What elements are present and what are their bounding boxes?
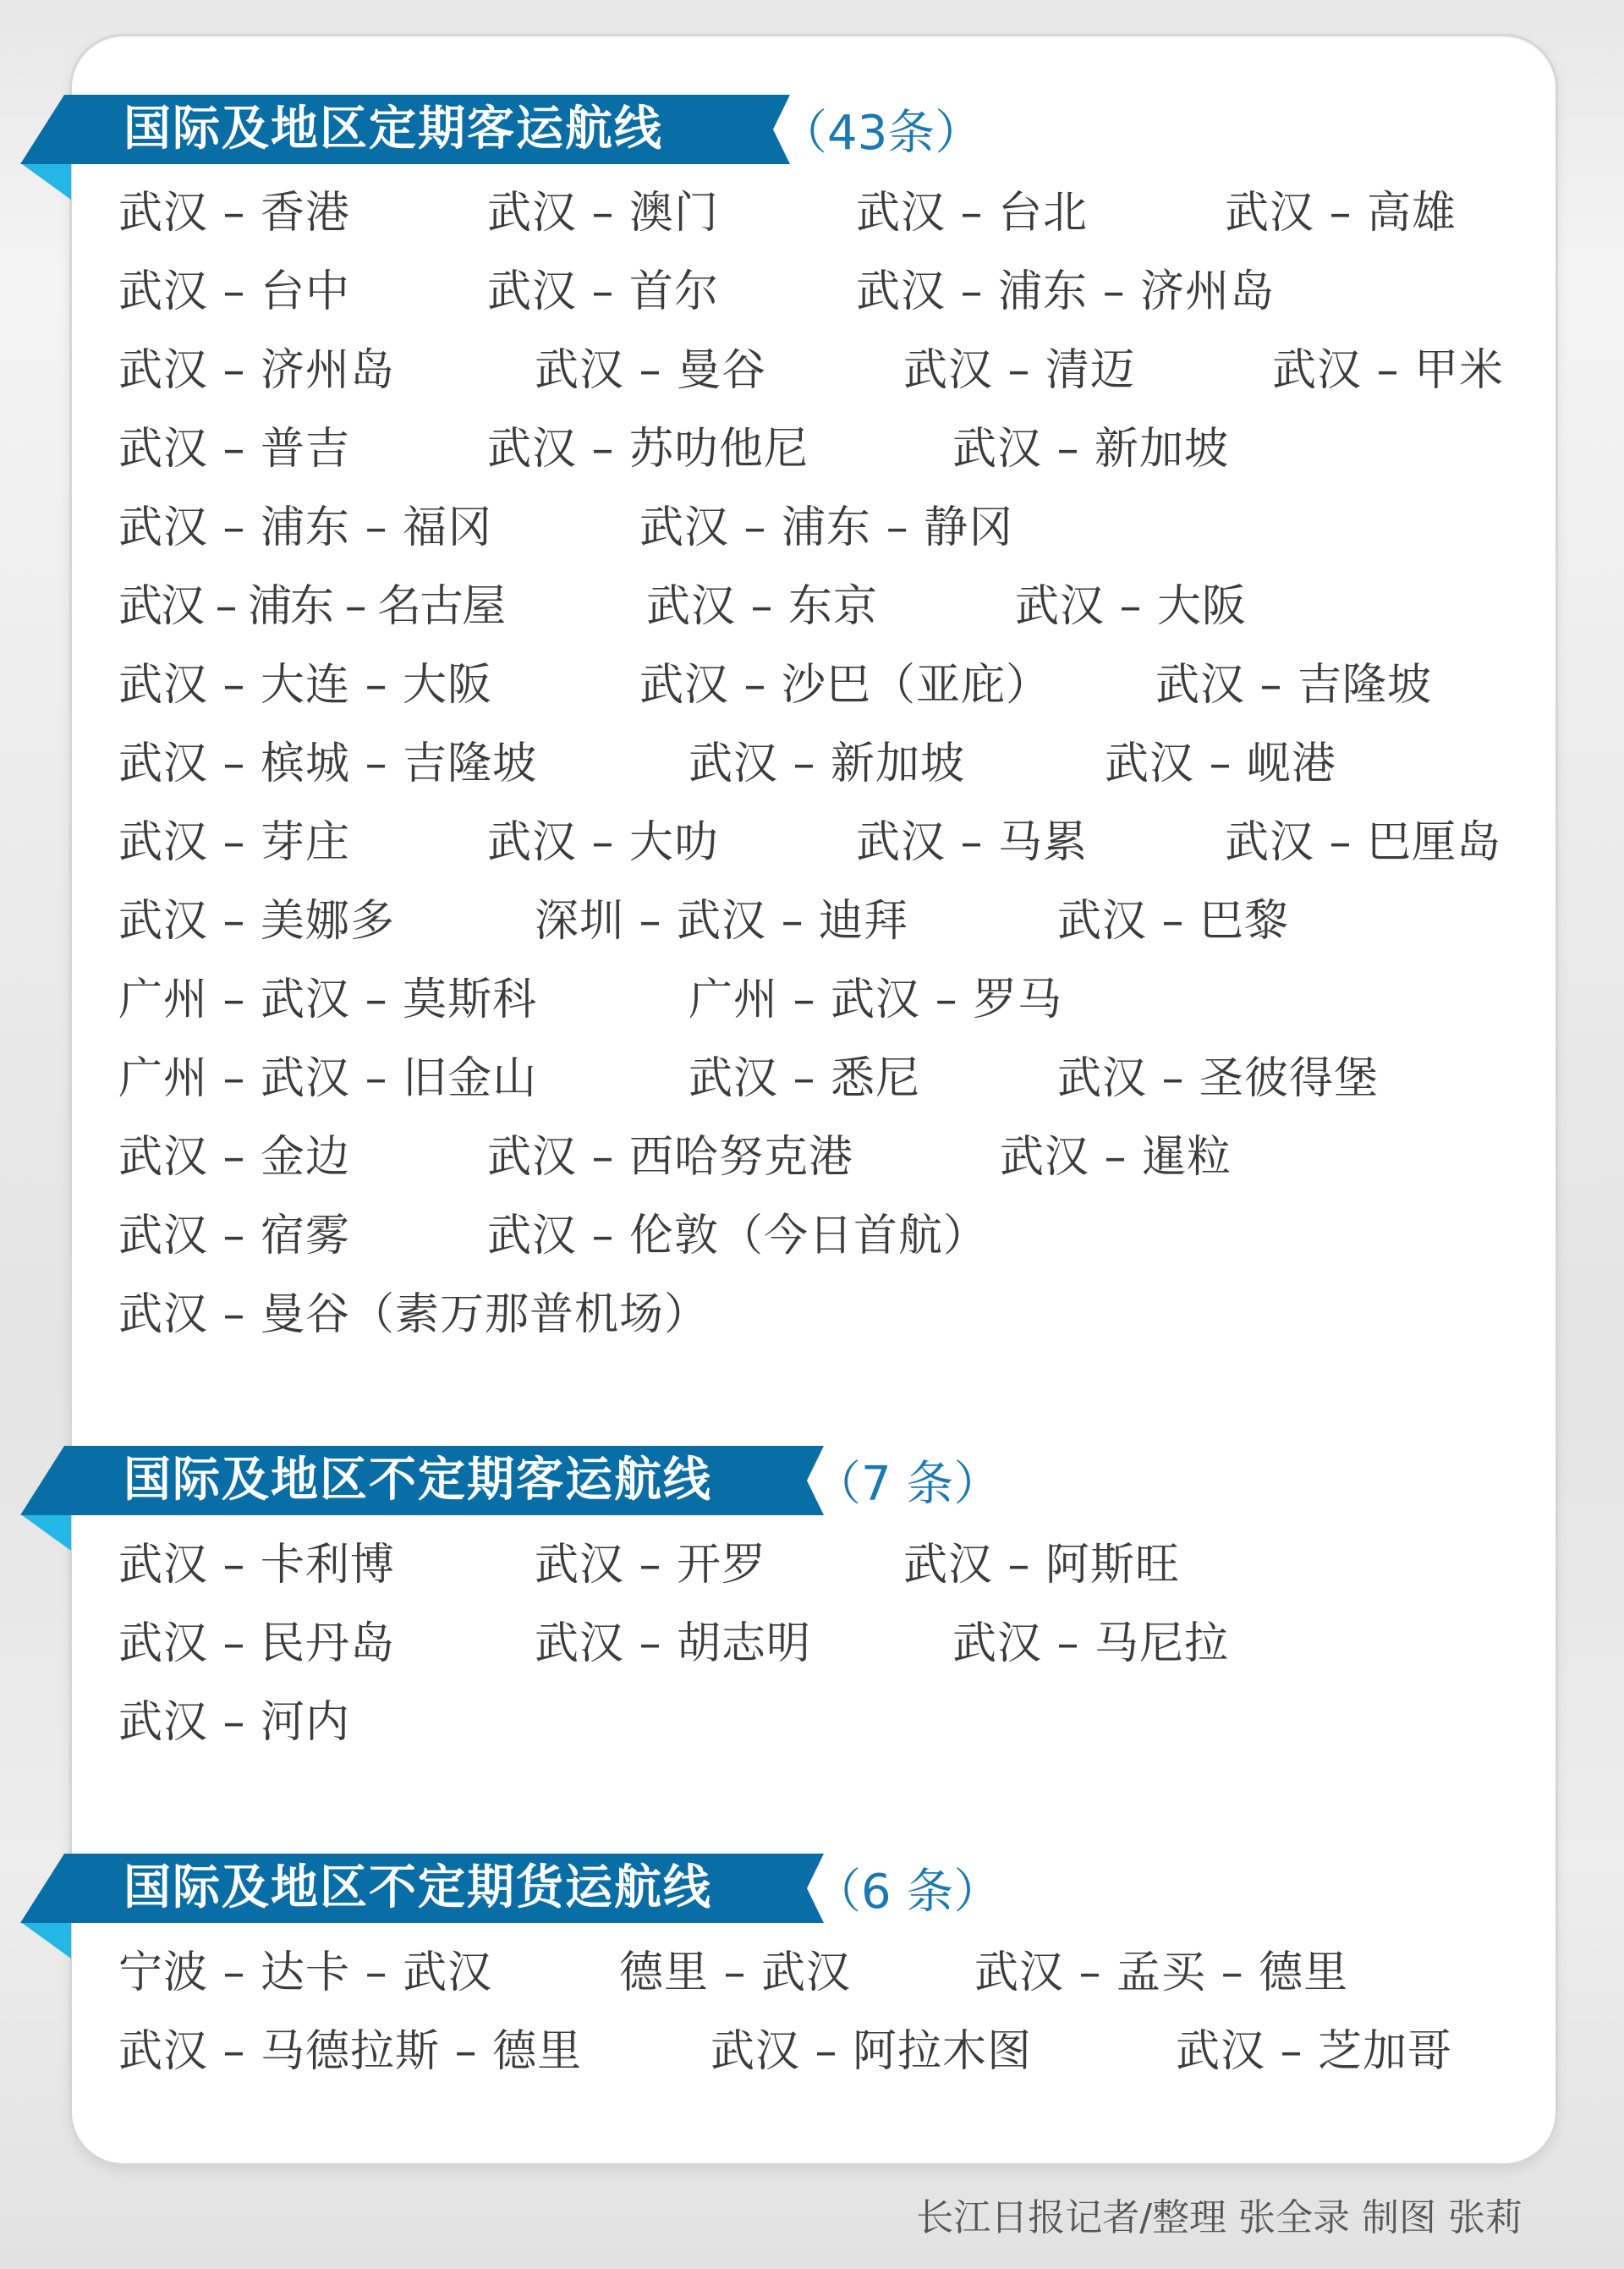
route-item: 武汉 – 圣彼得堡 [1057, 1053, 1380, 1104]
section-title: 国际及地区不定期客运航线 [123, 1453, 712, 1508]
banner-fold [22, 1515, 71, 1551]
route-item: 深圳 – 武汉 – 迪拜 [535, 896, 909, 947]
route-item: 武汉 – 开罗 [535, 1540, 767, 1590]
route-item: 武汉 – 普吉 [118, 424, 351, 475]
route-item: 德里 – 武汉 [619, 1948, 852, 1998]
route-item: 武汉 – 苏叻他尼 [487, 424, 809, 475]
route-item: 武汉 – 大叻 [487, 817, 720, 868]
route-item: 武汉 – 曼谷 [535, 345, 767, 396]
route-item: 武汉 – 孟买 – 德里 [974, 1948, 1349, 1998]
route-item: 武汉 – 甲米 [1272, 345, 1505, 396]
route-item: 武汉 – 巴黎 [1057, 896, 1290, 947]
route-item: 广州 – 武汉 – 旧金山 [118, 1053, 538, 1104]
route-item: 武汉 – 阿斯旺 [903, 1540, 1181, 1590]
route-item: 武汉 – 香港 [118, 188, 351, 239]
route-item: 武汉 – 新加坡 [952, 424, 1230, 475]
route-item: 武汉 – 高雄 [1225, 188, 1457, 239]
route-item: 广州 – 武汉 – 莫斯科 [118, 975, 538, 1025]
route-item: 武汉 – 浦东 – 名古屋 [118, 581, 505, 632]
route-item: 武汉 – 东京 [646, 581, 879, 632]
route-item: 武汉 – 岘港 [1105, 739, 1337, 789]
route-item: 武汉 – 巴厘岛 [1225, 817, 1502, 868]
route-item: 武汉 – 暹粒 [1000, 1132, 1232, 1183]
route-item: 武汉 – 金边 [118, 1132, 351, 1183]
route-item: 武汉 – 浦东 – 静冈 [639, 503, 1014, 553]
route-item: 武汉 – 胡志明 [535, 1618, 812, 1669]
section-count: （43条） [780, 106, 983, 161]
route-item: 武汉 – 悉尼 [689, 1053, 921, 1104]
route-item: 武汉 – 河内 [118, 1697, 351, 1748]
route-item: 武汉 – 马尼拉 [952, 1618, 1230, 1669]
section-title: 国际及地区定期客运航线 [123, 102, 663, 157]
section-count: （6 条） [814, 1865, 1001, 1920]
route-item: 武汉 – 澳门 [487, 188, 720, 239]
route-item: 广州 – 武汉 – 罗马 [689, 975, 1063, 1025]
section-title: 国际及地区不定期货运航线 [123, 1860, 712, 1915]
route-item: 武汉 – 浦东 – 济州岛 [856, 266, 1276, 317]
route-item: 武汉 – 台北 [856, 188, 1089, 239]
route-item: 宁波 – 达卡 – 武汉 [118, 1948, 493, 1998]
banner-fold [22, 164, 71, 200]
route-item: 武汉 – 浦东 – 福冈 [118, 503, 493, 553]
route-item: 武汉 – 大阪 [1015, 581, 1248, 632]
route-item: 武汉 – 西哈努克港 [487, 1132, 854, 1183]
route-item: 武汉 – 马德拉斯 – 德里 [118, 2026, 583, 2077]
route-item: 武汉 – 大连 – 大阪 [118, 660, 493, 711]
route-item: 武汉 – 宿雾 [118, 1211, 351, 1261]
route-item: 武汉 – 台中 [118, 266, 351, 317]
route-item: 武汉 – 吉隆坡 [1155, 660, 1433, 711]
route-item: 武汉 – 清迈 [903, 345, 1136, 396]
route-item: 武汉 – 阿拉木图 [710, 2026, 1033, 2077]
route-item: 武汉 – 曼谷（素万那普机场） [118, 1289, 710, 1340]
credit-line: 长江日报记者/整理 张全录 制图 张莉 [916, 2196, 1522, 2239]
route-item: 武汉 – 沙巴（亚庇） [639, 660, 1051, 711]
route-item: 武汉 – 美娜多 [118, 896, 396, 947]
route-item: 武汉 – 芽庄 [118, 817, 351, 868]
route-item: 武汉 – 新加坡 [689, 739, 966, 789]
route-item: 武汉 – 槟城 – 吉隆坡 [118, 739, 538, 789]
route-item: 武汉 – 济州岛 [118, 345, 396, 396]
section-count: （7 条） [814, 1457, 1001, 1512]
route-item: 武汉 – 卡利博 [118, 1540, 396, 1590]
route-item: 武汉 – 马累 [856, 817, 1089, 868]
route-item: 武汉 – 伦敦（今日首航） [487, 1211, 989, 1261]
route-item: 武汉 – 芝加哥 [1176, 2026, 1453, 2077]
route-item: 武汉 – 首尔 [487, 266, 720, 317]
route-item: 武汉 – 民丹岛 [118, 1618, 396, 1669]
banner-fold [22, 1923, 71, 1959]
